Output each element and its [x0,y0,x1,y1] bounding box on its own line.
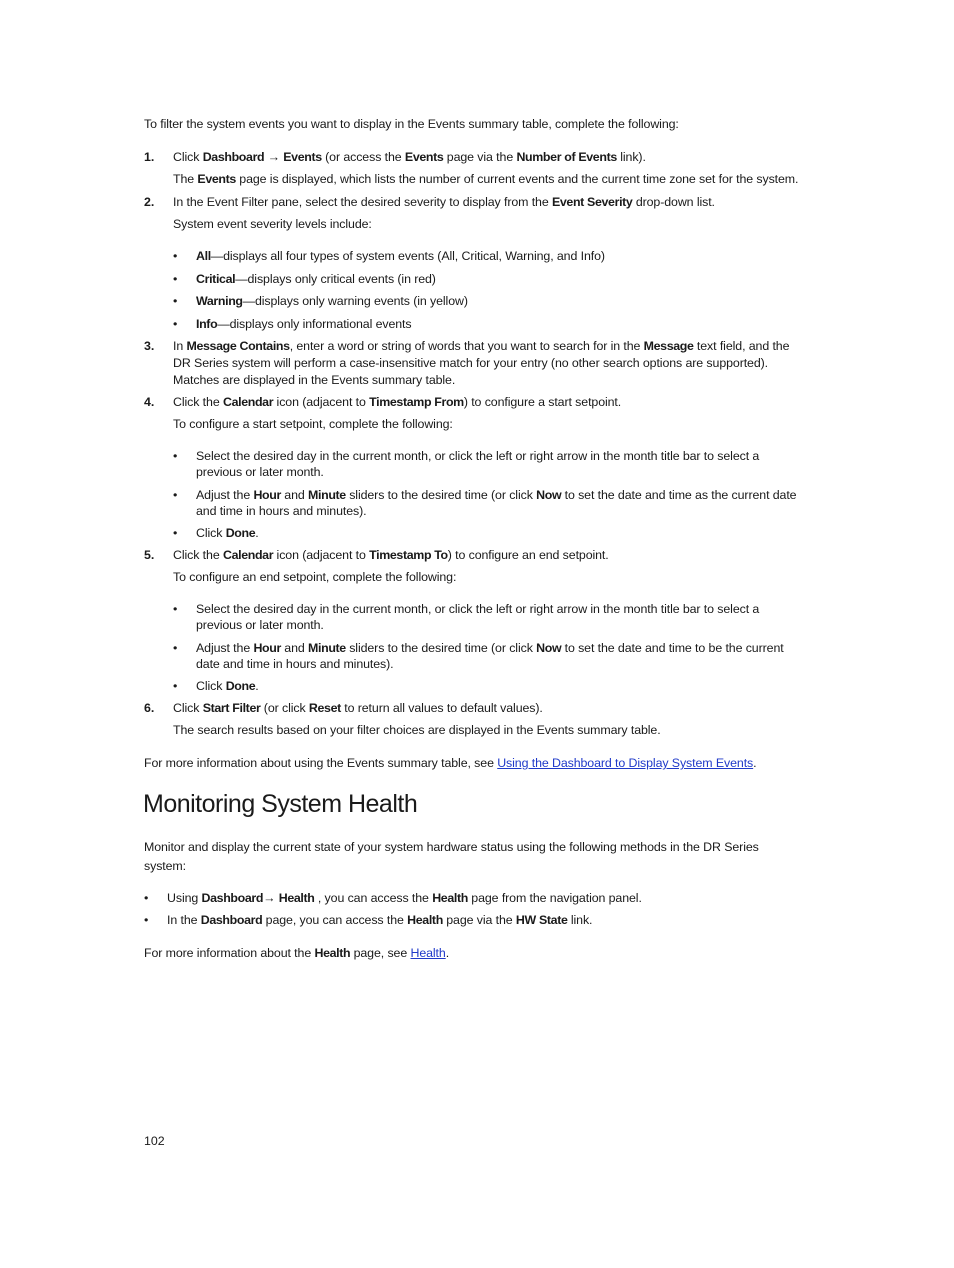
step-number: 6. [144,701,155,715]
list-item-cont: and time in hours and minutes). [196,504,367,518]
list-item-cont: previous or later month. [196,465,324,479]
bullet-icon: • [144,913,149,927]
step-1-text: Click Dashboard → Events (or access the Events page via the Number of Events link). [173,150,646,164]
list-item: Info—displays only informational events [196,317,412,331]
dashboard-events-link[interactable]: Using the Dashboard to Display System Events [497,756,754,770]
step-3-line3: Matches are displayed in the Events summary table. [173,373,456,387]
step-3-text: In Message Contains, enter a word or string of words that you want to search for in the Message text field, and the [173,339,790,353]
list-item: Adjust the Hour and Minute sliders to the desired time (or click Now to set the date and time to be the current [196,641,784,655]
step-1-result: The Events page is displayed, which lists the number of current events and the current time zone set for the system. [173,172,799,186]
bullet-icon: • [173,272,178,286]
list-item-cont: previous or later month. [196,618,324,632]
bullet-icon: • [173,449,178,463]
section-heading: Monitoring System Health [143,790,418,818]
bullet-icon: • [173,526,178,540]
step-3-line2: DR Series system will perform a case-insensitive match for your entry (no other search options are supported). [173,356,769,370]
more-info-paragraph: For more information about using the Events summary table, see Using the Dashboard to Display System Events. [144,756,757,770]
list-item: Critical—displays only critical events (in red) [196,272,436,286]
bullet-icon: • [173,249,178,263]
step-2-sub: System event severity levels include: [173,217,372,231]
list-item: Click Done. [196,526,259,540]
list-item: Using Dashboard→ Health , you can access the Health page from the navigation panel. [167,891,642,905]
list-item-cont: date and time in hours and minutes). [196,657,394,671]
step-4-text: Click the Calendar icon (adjacent to Timestamp From) to configure a start setpoint. [173,395,622,409]
monitor-paragraph-cont: system: [144,859,186,873]
monitor-paragraph: Monitor and display the current state of your system hardware status using the following methods in the DR Series [144,840,759,854]
list-item: Select the desired day in the current month, or click the left or right arrow in the month title bar to select a [196,449,760,463]
bullet-icon: • [173,317,178,331]
bullet-icon: • [173,641,178,655]
list-item: All—displays all four types of system events (All, Critical, Warning, and Info) [196,249,605,263]
step-number: 4. [144,395,155,409]
bullet-icon: • [173,488,178,502]
bullet-icon: • [173,294,178,308]
step-4-sub: To configure a start setpoint, complete the following: [173,417,453,431]
bullet-icon: • [173,602,178,616]
page-number: 102 [144,1134,165,1148]
bullet-icon: • [173,679,178,693]
intro-paragraph: To filter the system events you want to display in the Events summary table, complete the following: [144,117,679,131]
step-number: 3. [144,339,155,353]
step-2-text: In the Event Filter pane, select the desired severity to display from the Event Severity drop-down list. [173,195,715,209]
step-number: 5. [144,548,155,562]
more-info-paragraph: For more information about the Health page, see Health. [144,946,450,960]
step-number: 2. [144,195,155,209]
step-6-sub: The search results based on your filter choices are displayed in the Events summary table. [173,723,661,737]
bullet-icon: • [144,891,149,905]
step-5-sub: To configure an end setpoint, complete the following: [173,570,457,584]
list-item: Select the desired day in the current month, or click the left or right arrow in the month title bar to select a [196,602,760,616]
step-6-text: Click Start Filter (or click Reset to return all values to default values). [173,701,543,715]
step-5-text: Click the Calendar icon (adjacent to Timestamp To) to configure an end setpoint. [173,548,609,562]
list-item: In the Dashboard page, you can access the Health page via the HW State link. [167,913,593,927]
list-item: Click Done. [196,679,259,693]
list-item: Adjust the Hour and Minute sliders to the desired time (or click Now to set the date and time as the current date [196,488,797,502]
health-link[interactable]: Health [410,946,446,960]
step-number: 1. [144,150,155,164]
list-item: Warning—displays only warning events (in yellow) [196,294,468,308]
